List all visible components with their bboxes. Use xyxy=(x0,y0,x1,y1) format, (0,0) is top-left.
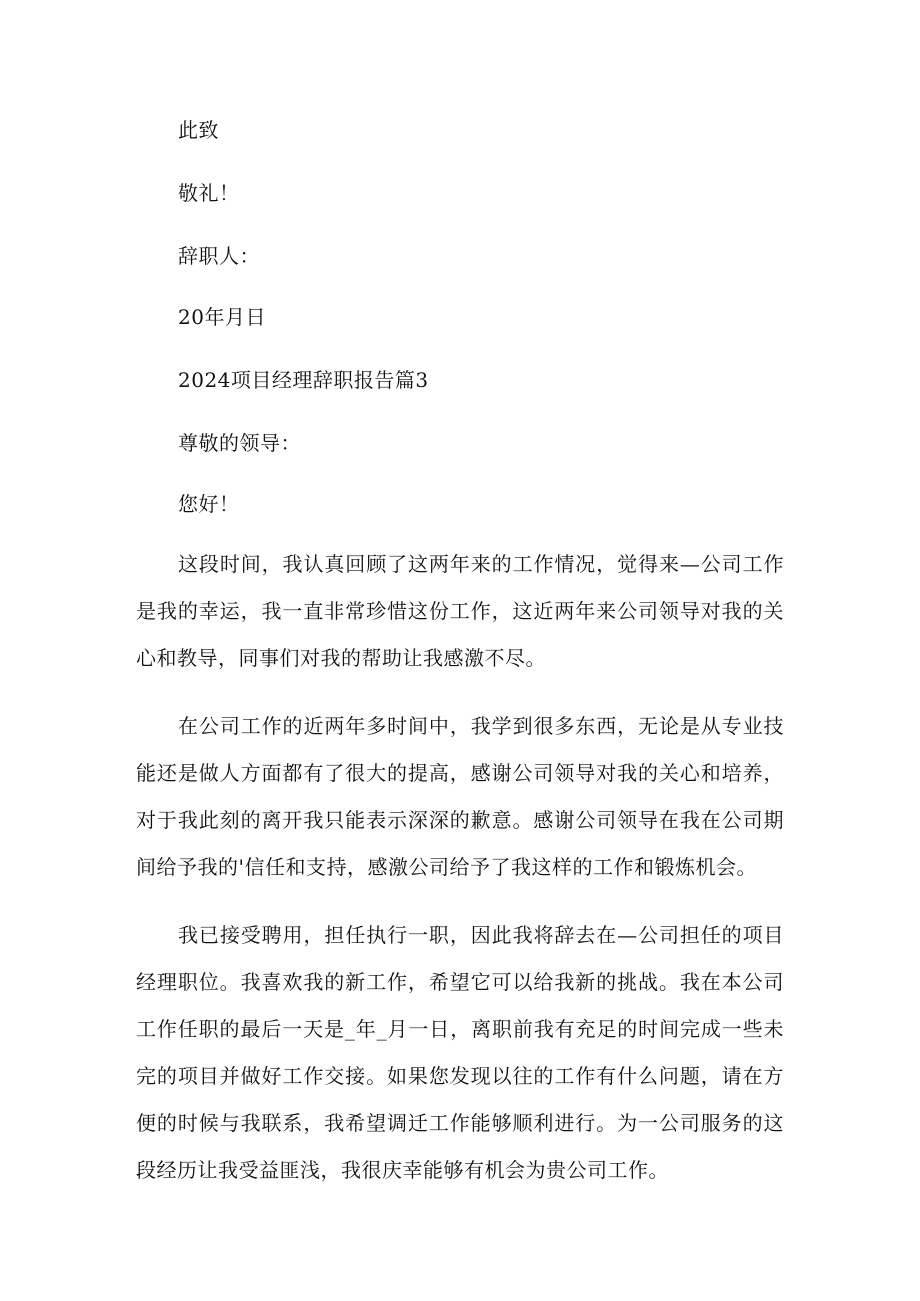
section-title: 2024项目经理辞职报告篇3 xyxy=(178,368,429,392)
body-paragraph: 在公司工作的近两年多时间中，我学到很多东西，无论是从专业技能还是做人方面都有了很大的提高，感谢公司领导对我的关心和培养，对于我此刻的离开我只能表示深深的歉意。感谢公司领导在我在公司期间给予我的'信任和支持，感激公司给予了我这样的工作和锻炼机会。 xyxy=(136,714,784,879)
body-paragraph: 这段时间，我认真回顾了这两年来的工作情况，觉得来—公司工作是我的幸运，我一直非常珍惜这份工作，这近两年来公司领导对我的关心和教导，同事们对我的帮助让我感激不尽。 xyxy=(136,552,784,670)
closing-regards: 敬礼！ xyxy=(178,181,240,205)
body-paragraph: 我已接受聘用，担任执行一职，因此我将辞去在—公司担任的项目经理职位。我喜欢我的新工作，希望它可以给我新的挑战。我在本公司工作任职的最后一天是_年_月一日，离职前我有充足的时间完成一些未完的项目并做好工作交接。如果您发现以往的工作有什么问题，请在方便的时候与我联系，我希望调迁工作能够顺利进行。为一公司服务的这段经历让我受益匪浅，我很庆幸能够有机会为贵公司工作。 xyxy=(136,923,784,1182)
closing-salutation: 此致 xyxy=(178,118,219,142)
letter-greeting: 您好！ xyxy=(178,492,240,516)
signer-label: 辞职人： xyxy=(178,244,260,268)
letter-addressee: 尊敬的领导： xyxy=(178,431,301,455)
closing-date: 20年月日 xyxy=(178,305,266,329)
